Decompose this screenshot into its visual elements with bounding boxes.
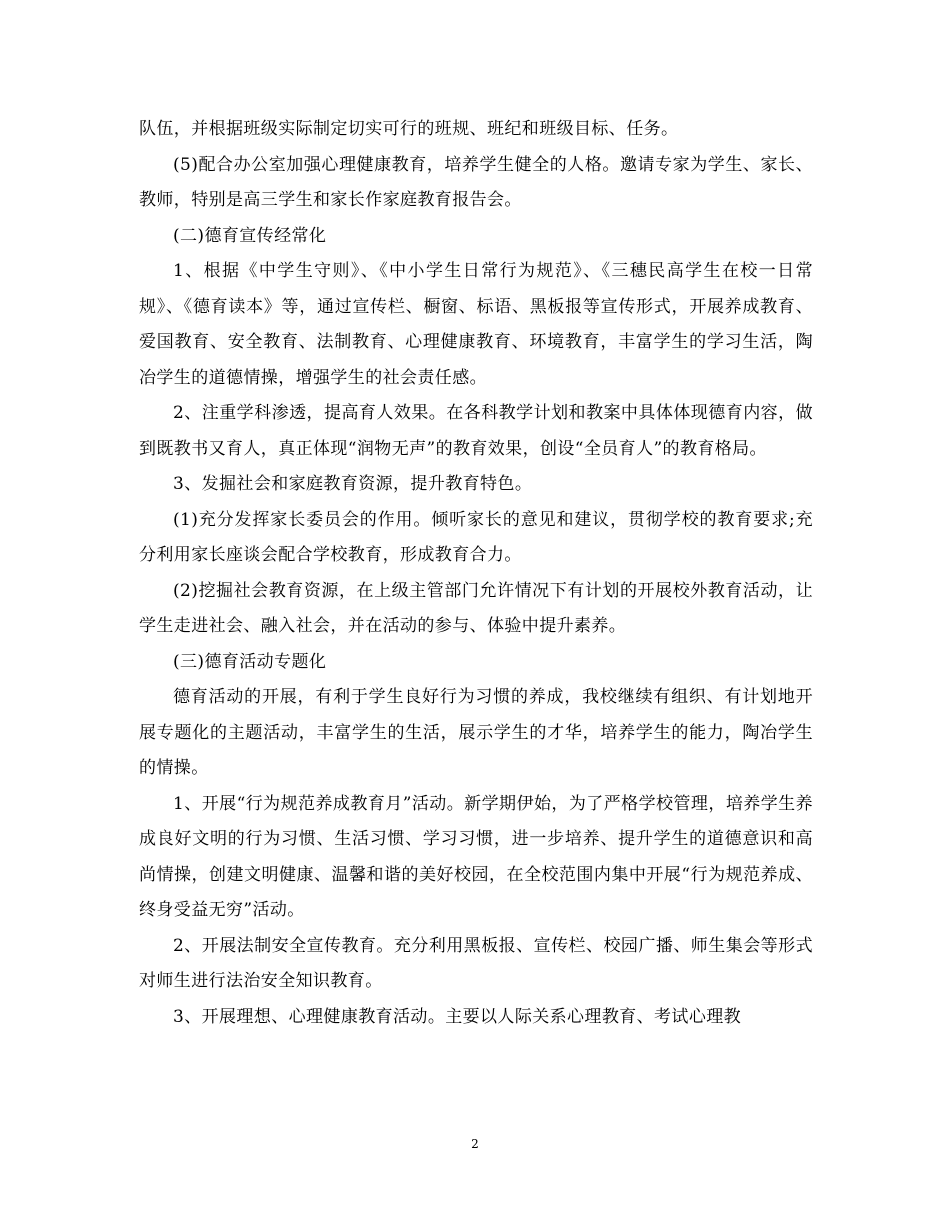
paragraph-7: (1)充分发挥家长委员会的作用。倾听家长的意见和建议，贯彻学校的教育要求;充分利用家长座谈会配合学校教育，形成教育合力。: [139, 509, 813, 565]
section-heading-2: (二)德育宣传经常化: [173, 225, 327, 246]
paragraph-5: 2、注重学科渗透，提高育人效果。在各科教学计划和教案中具体体现德育内容，做到既教书又育人，真正体现“润物无声”的教育效果，创设“全员育人”的教育格局。: [139, 403, 813, 459]
paragraph-8: (2)挖掘社会教育资源，在上级主管部门允许情况下有计划的开展校外教育活动，让学生走进社会、融入社会，并在活动的参与、体验中提升素养。: [139, 580, 813, 636]
paragraph-4: 1、根据《中学生守则》、《中小学生日常行为规范》、《三穗民高学生在校一日常规》、《德育读本》等，通过宣传栏、橱窗、标语、黑板报等宣传形式，开展养成教育、爱国教育、安全教育、法制教育、心理健康教育、环境教育，丰富学生的学习生活，陶冶学生的道德情操，增强学生的社会责任感。: [139, 261, 813, 388]
section-heading-3: (三)德育活动专题化: [173, 651, 327, 672]
paragraph-13: 3、开展理想、心理健康教育活动。主要以人际关系心理教育、考试心理教: [173, 1006, 742, 1027]
paragraph-2: (5)配合办公室加强心理健康教育，培养学生健全的人格。邀请专家为学生、家长、教师，特别是高三学生和家长作家庭教育报告会。: [139, 154, 813, 210]
document-body: [139, 112, 813, 1035]
paragraph-6: 3、发掘社会和家庭教育资源，提升教育特色。: [173, 474, 533, 494]
page-number: 2: [471, 1137, 479, 1151]
paragraph-1: 队伍，并根据班级实际制定切实可行的班规、班纪和班级目标、任务。: [139, 119, 679, 139]
paragraph-10: 德育活动的开展，有利于学生良好行为习惯的养成，我校继续有组织、有计划地开展专题化的主题活动，丰富学生的生活，展示学生的才华，培养学生的能力，陶冶学生的情操。: [139, 687, 813, 778]
paragraph-12: 2、开展法制安全宣传教育。充分利用黑板报、宣传栏、校园广播、师生集会等形式对师生进行法治安全知识教育。: [139, 935, 813, 991]
paragraph-11: 1、开展“行为规范养成教育月”活动。新学期伊始，为了严格学校管理，培养学生养成良好文明的行为习惯、生活习惯、学习习惯，进一步培养、提升学生的道德意识和高尚情操，创建文明健康、温馨和谐的美好校园，在全校范围内集中开展“行为规范养成、终身受益无穷”活动。: [139, 793, 813, 920]
